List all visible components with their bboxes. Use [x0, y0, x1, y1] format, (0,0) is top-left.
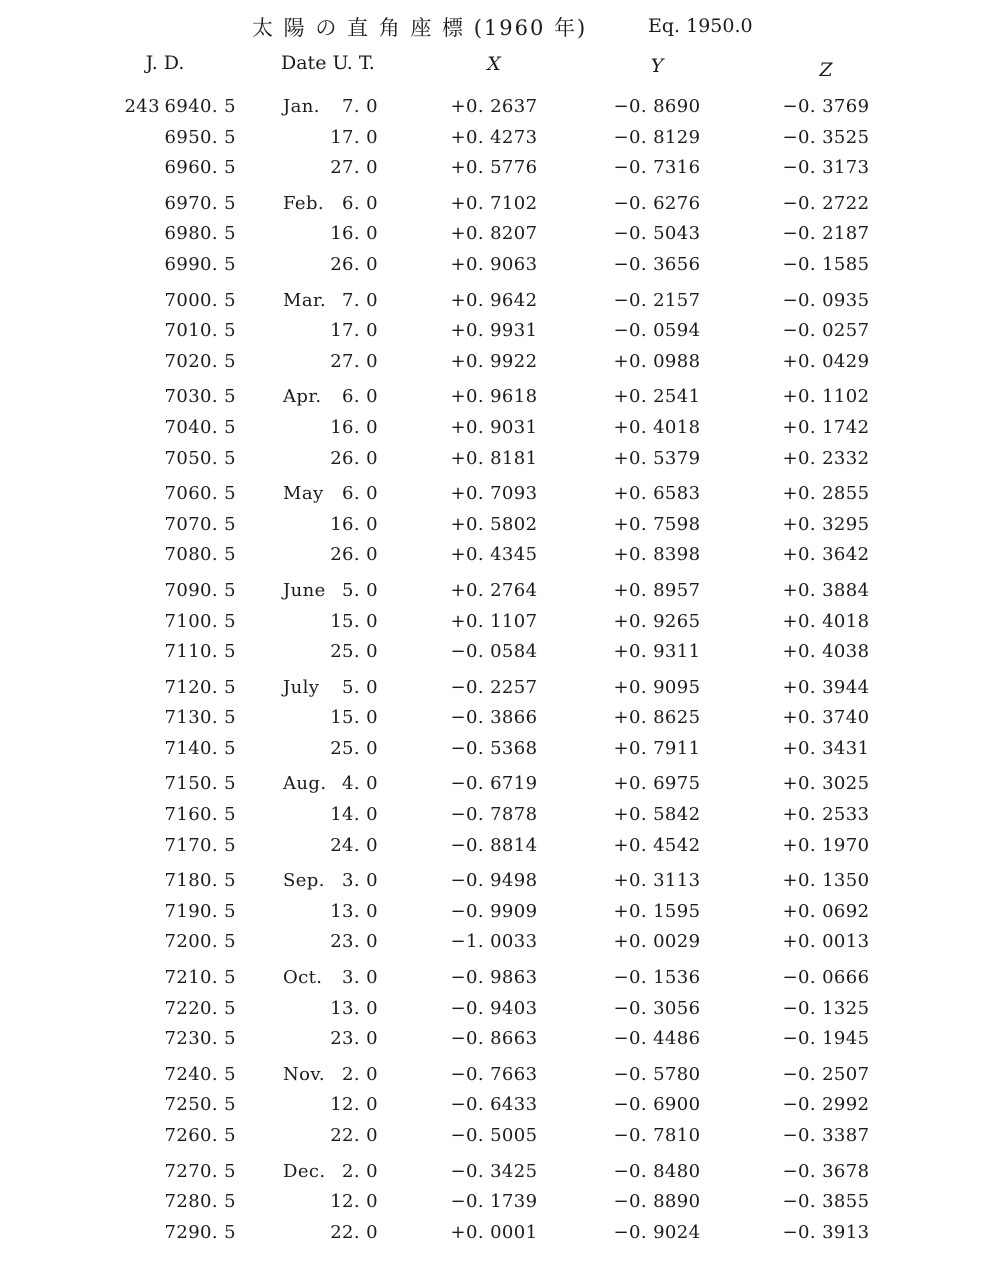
- z-value-cell: −0. 1945: [782, 1028, 870, 1050]
- jd-cell: 7260. 5: [164, 1125, 236, 1146]
- month-group: [0, 290, 1005, 382]
- jd-cell: 7180. 5: [164, 870, 236, 892]
- x-value-cell: −0. 9863: [450, 967, 538, 989]
- day-cell: 26. 0: [330, 253, 378, 275]
- y-value-cell: −0. 3056: [613, 997, 701, 1019]
- x-value-cell: +0. 9063: [450, 253, 538, 275]
- y-value-cell: −0. 8690: [613, 96, 701, 117]
- day-cell: 12. 0: [330, 1191, 378, 1213]
- equinox-label: Eq. 1950.0: [648, 15, 753, 37]
- table-row: [0, 931, 1005, 962]
- day-cell: 24. 0: [330, 834, 378, 856]
- jd-cell: 7040. 5: [164, 416, 236, 438]
- y-value-cell: +0. 9265: [613, 610, 701, 632]
- month-cell: Jan.: [283, 96, 320, 117]
- table-row: [0, 127, 1005, 158]
- z-value-cell: −0. 3913: [782, 1221, 870, 1243]
- table-row: [0, 804, 1005, 835]
- day-cell: 16. 0: [330, 223, 378, 245]
- day-cell: 16. 0: [330, 416, 378, 438]
- jd-cell: 7220. 5: [164, 997, 236, 1019]
- table-row: [0, 157, 1005, 188]
- y-value-cell: −0. 5043: [613, 223, 701, 245]
- z-value-cell: −0. 1585: [782, 253, 870, 275]
- jd-cell: 7030. 5: [164, 386, 236, 408]
- y-value-cell: −0. 1536: [613, 967, 701, 989]
- jd-cell: 6960. 5: [164, 157, 236, 179]
- z-value-cell: +0. 3295: [782, 513, 870, 535]
- table-row: [0, 998, 1005, 1029]
- x-value-cell: +0. 9642: [450, 289, 538, 311]
- x-value-cell: −0. 1739: [450, 1191, 538, 1213]
- y-value-cell: −0. 3656: [613, 253, 701, 275]
- y-value-cell: +0. 9095: [613, 676, 701, 698]
- day-cell: 22. 0: [330, 1125, 378, 1146]
- jd-cell: 7110. 5: [164, 641, 236, 663]
- day-cell: 26. 0: [330, 447, 378, 469]
- month-group: [0, 483, 1005, 575]
- z-value-cell: −0. 2187: [782, 223, 870, 245]
- jd-cell: 7090. 5: [164, 579, 236, 601]
- day-cell: 7. 0: [342, 289, 378, 311]
- table-row: [0, 738, 1005, 769]
- x-value-cell: −0. 3425: [450, 1160, 538, 1182]
- z-value-cell: +0. 2533: [782, 804, 870, 826]
- month-cell: Dec.: [283, 1160, 326, 1182]
- z-value-cell: −0. 2992: [782, 1094, 870, 1116]
- jd-cell: 7160. 5: [164, 804, 236, 826]
- day-cell: 3. 0: [342, 870, 378, 892]
- x-value-cell: −0. 9403: [450, 997, 538, 1019]
- table-row: [0, 290, 1005, 321]
- table-row: [0, 1028, 1005, 1059]
- z-value-cell: +0. 3740: [782, 707, 870, 729]
- y-value-cell: +0. 7911: [613, 737, 701, 759]
- jd-cell: 7210. 5: [164, 967, 236, 989]
- x-value-cell: −0. 8663: [450, 1028, 538, 1050]
- column-header-z: Z: [819, 59, 833, 81]
- y-value-cell: +0. 1595: [613, 900, 701, 922]
- table-row: [0, 1222, 1005, 1253]
- x-value-cell: −0. 2257: [450, 676, 538, 698]
- day-cell: 3. 0: [342, 967, 378, 989]
- month-group: [0, 967, 1005, 1059]
- month-cell: Nov.: [283, 1063, 325, 1085]
- x-value-cell: +0. 9931: [450, 320, 538, 342]
- table-row: [0, 1094, 1005, 1125]
- jd-cell: 7010. 5: [164, 320, 236, 342]
- jd-cell: 7200. 5: [164, 931, 236, 953]
- day-cell: 17. 0: [330, 126, 378, 148]
- day-cell: 15. 0: [330, 610, 378, 632]
- jd-cell: 7270. 5: [164, 1160, 236, 1182]
- x-value-cell: +0. 4273: [450, 126, 538, 148]
- jd-cell: 7020. 5: [164, 350, 236, 372]
- x-value-cell: −0. 7878: [450, 804, 538, 826]
- x-value-cell: +0. 7102: [450, 192, 538, 214]
- day-cell: 13. 0: [330, 997, 378, 1019]
- y-value-cell: −0. 0594: [613, 320, 701, 342]
- jd-cell: 7120. 5: [164, 676, 236, 698]
- x-value-cell: −0. 5005: [450, 1125, 538, 1146]
- z-value-cell: −0. 3678: [782, 1160, 870, 1182]
- x-value-cell: −0. 5368: [450, 737, 538, 759]
- day-cell: 16. 0: [330, 513, 378, 535]
- y-value-cell: +0. 4542: [613, 834, 701, 856]
- z-value-cell: +0. 0692: [782, 900, 870, 922]
- day-cell: 4. 0: [342, 773, 378, 795]
- jd-cell: 7140. 5: [164, 737, 236, 759]
- z-value-cell: −0. 2722: [782, 192, 870, 214]
- z-value-cell: +0. 3944: [782, 676, 870, 698]
- x-value-cell: +0. 4345: [450, 544, 538, 566]
- table-row: [0, 641, 1005, 672]
- z-value-cell: +0. 3642: [782, 544, 870, 566]
- y-value-cell: +0. 5379: [613, 447, 701, 469]
- month-cell: July: [283, 676, 320, 698]
- z-value-cell: +0. 2332: [782, 447, 870, 469]
- day-cell: 6. 0: [342, 192, 378, 214]
- month-group: [0, 870, 1005, 962]
- table-row: [0, 514, 1005, 545]
- y-value-cell: +0. 8625: [613, 707, 701, 729]
- month-cell: Mar.: [283, 289, 327, 311]
- day-cell: 14. 0: [330, 804, 378, 826]
- z-value-cell: +0. 1970: [782, 834, 870, 856]
- title-row: [0, 0, 1005, 40]
- z-value-cell: −0. 3173: [782, 157, 870, 179]
- z-value-cell: −0. 0257: [782, 320, 870, 342]
- jd-cell: 6940. 5: [164, 96, 236, 117]
- month-group: [0, 96, 1005, 188]
- page-title: 太 陽 の 直 角 座 標 (1960 年): [252, 16, 588, 40]
- z-value-cell: +0. 1742: [782, 416, 870, 438]
- day-cell: 27. 0: [330, 157, 378, 179]
- day-cell: 12. 0: [330, 1094, 378, 1116]
- jd-cell: 7170. 5: [164, 834, 236, 856]
- table-row: [0, 320, 1005, 351]
- month-group: [0, 193, 1005, 285]
- table-row: [0, 193, 1005, 224]
- month-group: [0, 1161, 1005, 1253]
- x-value-cell: +0. 1107: [450, 610, 538, 632]
- table-row: [0, 351, 1005, 382]
- x-value-cell: −0. 9498: [450, 870, 538, 892]
- table-row: [0, 483, 1005, 514]
- day-cell: 7. 0: [342, 96, 378, 117]
- jd-cell: 7150. 5: [164, 773, 236, 795]
- jd-cell: 6990. 5: [164, 253, 236, 275]
- y-value-cell: −0. 7810: [613, 1125, 701, 1146]
- y-value-cell: −0. 9024: [613, 1221, 701, 1243]
- day-cell: 6. 0: [342, 483, 378, 505]
- table-row: [0, 773, 1005, 804]
- day-cell: 2. 0: [342, 1063, 378, 1085]
- month-cell: Feb.: [283, 192, 325, 214]
- jd-cell: 6980. 5: [164, 223, 236, 245]
- y-value-cell: +0. 5842: [613, 804, 701, 826]
- table-row: [0, 254, 1005, 285]
- z-value-cell: +0. 4018: [782, 610, 870, 632]
- x-value-cell: +0. 7093: [450, 483, 538, 505]
- y-value-cell: −0. 5780: [613, 1063, 701, 1085]
- z-value-cell: +0. 4038: [782, 641, 870, 663]
- y-value-cell: −0. 8480: [613, 1160, 701, 1182]
- y-value-cell: −0. 2157: [613, 289, 701, 311]
- month-cell: Apr.: [283, 386, 322, 408]
- x-value-cell: −0. 8814: [450, 834, 538, 856]
- month-group: [0, 580, 1005, 672]
- day-cell: 27. 0: [330, 350, 378, 372]
- x-value-cell: −0. 9909: [450, 900, 538, 922]
- day-cell: 22. 0: [330, 1221, 378, 1243]
- jd-cell: 7060. 5: [164, 483, 236, 505]
- jd-cell: 7250. 5: [164, 1094, 236, 1116]
- x-value-cell: −0. 7663: [450, 1063, 538, 1085]
- table-row: [0, 967, 1005, 998]
- y-value-cell: +0. 9311: [613, 641, 701, 663]
- column-header-date-ut: Date U. T.: [281, 52, 375, 74]
- table-row: [0, 580, 1005, 611]
- day-cell: 23. 0: [330, 931, 378, 953]
- z-value-cell: −0. 3525: [782, 126, 870, 148]
- table-row: [0, 1161, 1005, 1192]
- x-value-cell: +0. 9922: [450, 350, 538, 372]
- jd-cell: 7000. 5: [164, 289, 236, 311]
- month-cell: Aug.: [283, 773, 327, 795]
- x-value-cell: −0. 0584: [450, 641, 538, 663]
- table-row: [0, 544, 1005, 575]
- z-value-cell: +0. 2855: [782, 483, 870, 505]
- x-value-cell: +0. 2764: [450, 579, 538, 601]
- z-value-cell: −0. 0666: [782, 967, 870, 989]
- day-cell: 13. 0: [330, 900, 378, 922]
- jd-prefix-cell: 243: [124, 96, 160, 117]
- day-cell: 5. 0: [342, 579, 378, 601]
- day-cell: 25. 0: [330, 737, 378, 759]
- table-row: [0, 611, 1005, 642]
- table-row: [0, 1191, 1005, 1222]
- y-value-cell: +0. 8398: [613, 544, 701, 566]
- jd-cell: 6950. 5: [164, 126, 236, 148]
- z-value-cell: +0. 3025: [782, 773, 870, 795]
- y-value-cell: −0. 8129: [613, 126, 701, 148]
- table-header: [0, 52, 1005, 92]
- month-cell: June: [283, 579, 326, 601]
- x-value-cell: −0. 3866: [450, 707, 538, 729]
- z-value-cell: −0. 2507: [782, 1063, 870, 1085]
- y-value-cell: +0. 8957: [613, 579, 701, 601]
- z-value-cell: −0. 3855: [782, 1191, 870, 1213]
- jd-cell: 7130. 5: [164, 707, 236, 729]
- y-value-cell: +0. 0988: [613, 350, 701, 372]
- table-row: [0, 223, 1005, 254]
- z-value-cell: −0. 3769: [782, 96, 870, 117]
- table-row: [0, 870, 1005, 901]
- y-value-cell: −0. 8890: [613, 1191, 701, 1213]
- jd-cell: 7190. 5: [164, 900, 236, 922]
- column-header-jd: J. D.: [145, 52, 185, 74]
- y-value-cell: −0. 6900: [613, 1094, 701, 1116]
- z-value-cell: +0. 0429: [782, 350, 870, 372]
- z-value-cell: +0. 0013: [782, 931, 870, 953]
- table-row: [0, 835, 1005, 866]
- y-value-cell: −0. 6276: [613, 192, 701, 214]
- table-row: [0, 448, 1005, 479]
- y-value-cell: +0. 6975: [613, 773, 701, 795]
- table-row: [0, 707, 1005, 738]
- month-cell: May: [283, 483, 324, 505]
- table-row: [0, 417, 1005, 448]
- y-value-cell: +0. 4018: [613, 416, 701, 438]
- y-value-cell: +0. 6583: [613, 483, 701, 505]
- table-body: [0, 96, 1005, 1252]
- y-value-cell: +0. 0029: [613, 931, 701, 953]
- month-cell: Oct.: [283, 967, 323, 989]
- y-value-cell: +0. 2541: [613, 386, 701, 408]
- y-value-cell: +0. 7598: [613, 513, 701, 535]
- jd-cell: 7240. 5: [164, 1063, 236, 1085]
- day-cell: 17. 0: [330, 320, 378, 342]
- table-row: [0, 677, 1005, 708]
- x-value-cell: +0. 8207: [450, 223, 538, 245]
- z-value-cell: +0. 3431: [782, 737, 870, 759]
- z-value-cell: +0. 1102: [782, 386, 870, 408]
- jd-cell: 7280. 5: [164, 1191, 236, 1213]
- day-cell: 26. 0: [330, 544, 378, 566]
- column-header-x: X: [487, 53, 501, 75]
- jd-cell: 7080. 5: [164, 544, 236, 566]
- z-value-cell: +0. 1350: [782, 870, 870, 892]
- table-row: [0, 386, 1005, 417]
- jd-cell: 7230. 5: [164, 1028, 236, 1050]
- day-cell: 23. 0: [330, 1028, 378, 1050]
- day-cell: 5. 0: [342, 676, 378, 698]
- jd-cell: 7050. 5: [164, 447, 236, 469]
- jd-cell: 7070. 5: [164, 513, 236, 535]
- column-header-y: Y: [650, 55, 664, 77]
- table-row: [0, 96, 1005, 127]
- x-value-cell: −1. 0033: [450, 931, 538, 953]
- table-row: [0, 1125, 1005, 1156]
- x-value-cell: +0. 2637: [450, 96, 538, 117]
- y-value-cell: −0. 4486: [613, 1028, 701, 1050]
- month-group: [0, 677, 1005, 769]
- y-value-cell: −0. 7316: [613, 157, 701, 179]
- month-group: [0, 1064, 1005, 1156]
- day-cell: 2. 0: [342, 1160, 378, 1182]
- z-value-cell: −0. 3387: [782, 1125, 870, 1146]
- month-group: [0, 386, 1005, 478]
- x-value-cell: −0. 6433: [450, 1094, 538, 1116]
- x-value-cell: +0. 5802: [450, 513, 538, 535]
- x-value-cell: +0. 5776: [450, 157, 538, 179]
- x-value-cell: −0. 6719: [450, 773, 538, 795]
- table-row: [0, 901, 1005, 932]
- jd-cell: 6970. 5: [164, 192, 236, 214]
- jd-cell: 7100. 5: [164, 610, 236, 632]
- day-cell: 15. 0: [330, 707, 378, 729]
- day-cell: 25. 0: [330, 641, 378, 663]
- x-value-cell: +0. 9031: [450, 416, 538, 438]
- month-group: [0, 773, 1005, 865]
- x-value-cell: +0. 0001: [450, 1221, 538, 1243]
- x-value-cell: +0. 9618: [450, 386, 538, 408]
- z-value-cell: +0. 3884: [782, 579, 870, 601]
- y-value-cell: +0. 3113: [613, 870, 701, 892]
- z-value-cell: −0. 0935: [782, 289, 870, 311]
- table-row: [0, 1064, 1005, 1095]
- day-cell: 6. 0: [342, 386, 378, 408]
- jd-cell: 7290. 5: [164, 1221, 236, 1243]
- x-value-cell: +0. 8181: [450, 447, 538, 469]
- month-cell: Sep.: [283, 870, 325, 892]
- z-value-cell: −0. 1325: [782, 997, 870, 1019]
